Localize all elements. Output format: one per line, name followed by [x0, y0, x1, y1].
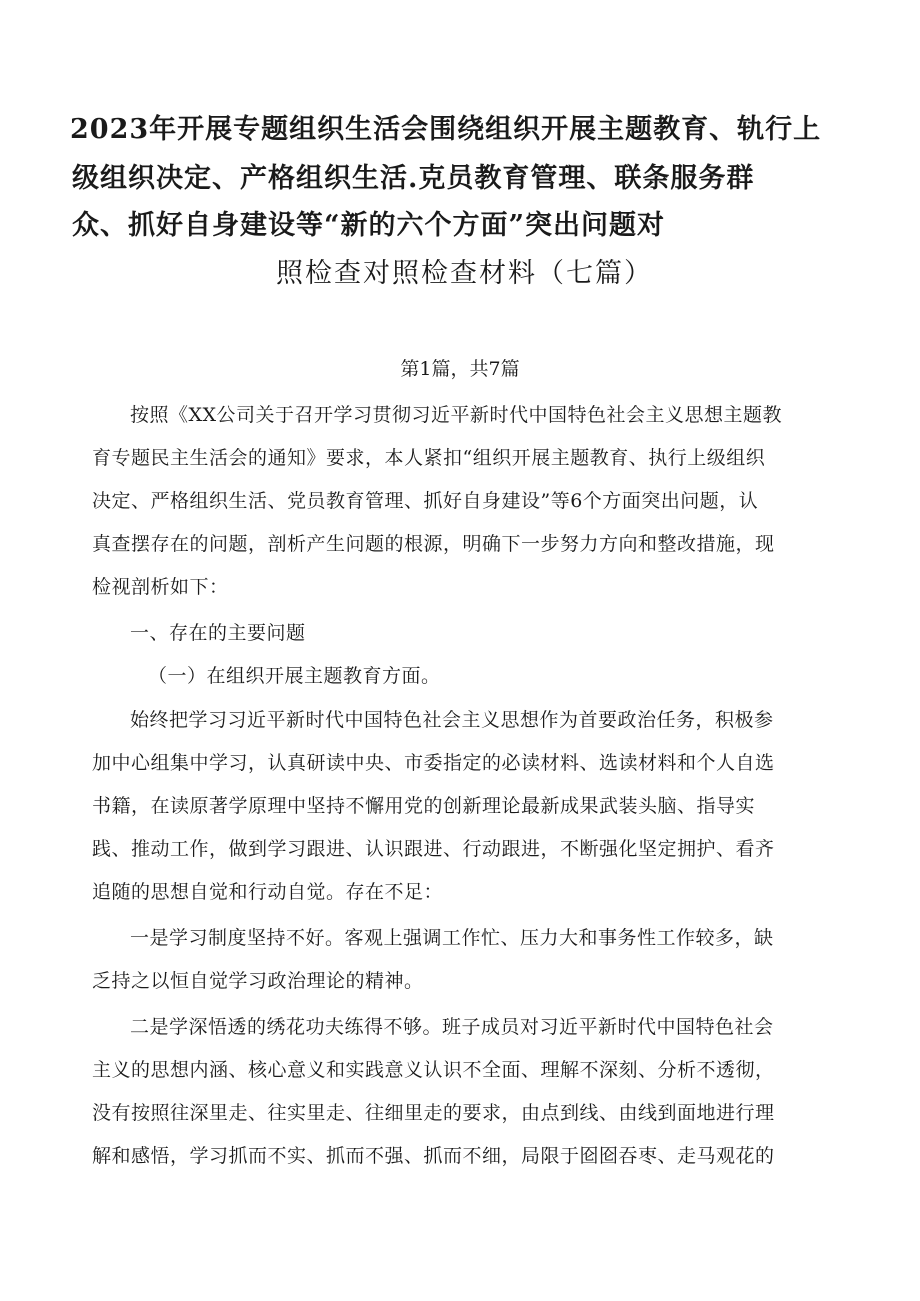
document-title-line-1: 2023年开展专题组织生活会围绕组织开展主题教育、轨行上 — [70, 114, 822, 145]
part-indicator: 第1篇，共7篇 — [400, 358, 520, 380]
paragraph-line: 主义的思想内涵、核心意义和实践意义认识不全面、理解不深刻、分析不透彻， — [92, 1059, 775, 1081]
paragraph-line: 乏持之以恒自觉学习政治理论的精神。 — [92, 970, 424, 992]
paragraph-line: 决定、严格组织生活、党员教育管理、抓好自身建设”等6个方面突出问题，认 — [92, 490, 759, 512]
paragraph-line: 育专题民主生活会的通知》要求，本人紧扣“组织开展主题教育、执行上级组织 — [92, 447, 766, 469]
paragraph-line: 检视剖析如下： — [92, 576, 229, 598]
paragraph-line: 加中心组集中学习，认真研读中央、市委指定的必读材料、选读材料和个人自选 — [92, 752, 775, 774]
paragraph-line: 书籍，在读原著学原理中坚持不懈用党的创新理论最新成果武装头脑、指导实 — [92, 795, 756, 817]
section-heading: 一、存在的主要问题 — [130, 622, 306, 644]
paragraph-line: 一是学习制度坚持不好。客观上强调工作忙、压力大和事务性工作较多，缺 — [130, 927, 774, 949]
paragraph-line: 追随的思想自觉和行动自觉。存在不足： — [92, 881, 444, 903]
document-title-line-3: 众、抓好自身建设等“新的六个方面”突出问题对 — [72, 210, 666, 241]
paragraph-line: 真查摆存在的问题，剖析产生问题的根源，明确下一步努力方向和整改措施，现 — [92, 533, 775, 555]
paragraph-line: 始终把学习习近平新时代中国特色社会主义思想作为首要政治任务，积极参 — [130, 709, 774, 731]
subsection-heading: （一）在组织开展主题教育方面。 — [148, 665, 441, 687]
paragraph-line: 二是学深悟透的绣花功夫练得不够。班子成员对习近平新时代中国特色社会 — [130, 1016, 774, 1038]
document-title-line-2: 级组织决定、产格组织生活.克员教育管理、联条服务群 — [72, 163, 755, 194]
paragraph-line: 解和感悟，学习抓而不实、抓而不强、抓而不细，局限于囵囵吞枣、走马观花的 — [92, 1145, 775, 1167]
paragraph-line: 践、推动工作，做到学习跟进、认识跟进、行动跟进，不断强化坚定拥护、看齐 — [92, 838, 775, 860]
document-title-line-4: 照检查对照检查材料（七篇） — [276, 258, 653, 289]
paragraph-line: 没有按照往深里走、往实里走、往细里走的要求，由点到线、由线到面地进行理 — [92, 1102, 775, 1124]
paragraph-line: 按照《XX公司关于召开学习贯彻习近平新时代中国特色社会主义思想主题教 — [130, 404, 783, 426]
